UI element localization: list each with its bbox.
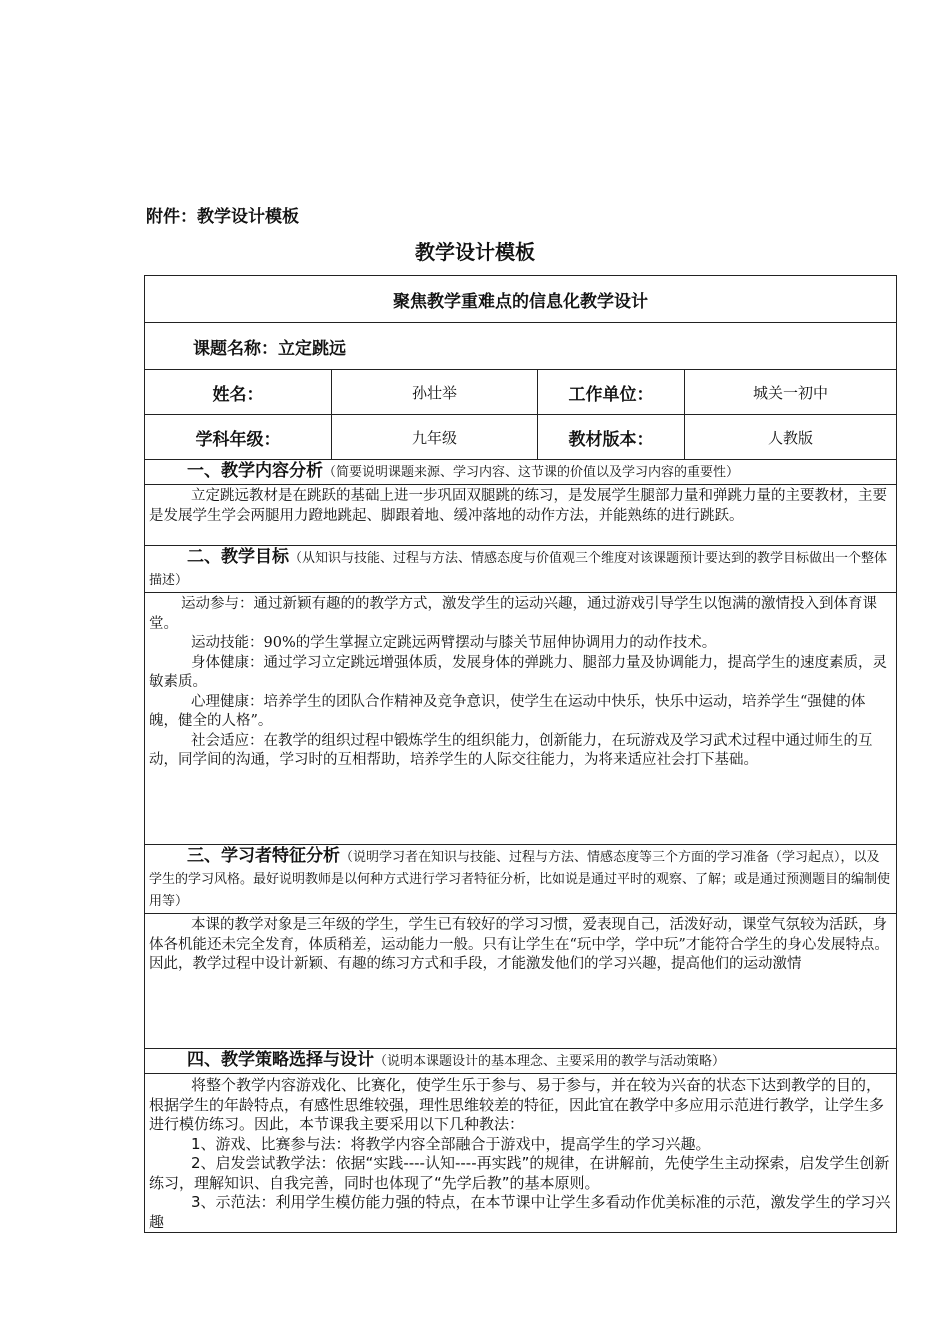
- course-row: [145, 323, 897, 370]
- name-label: 姓名：: [145, 370, 332, 415]
- section-2-paragraph: 身体健康：通过学习立定跳远增强体质，发展身体的弹跳力、腿部力量及协调能力，提高学生的速度素质，灵敏素质。: [149, 654, 887, 690]
- document-title: 教学设计模板: [415, 240, 535, 264]
- edition-value: 人教版: [685, 415, 897, 460]
- section-2-heading: 二、教学目标: [187, 547, 289, 567]
- grade-value: 九年级: [332, 415, 538, 460]
- section-3-note: （说明学习者在知识与技能、过程与方法、情感态度等三个方面的学习准备（学习起点），以及学生的学习风格。最好说明教师是以何种方式进行学习者特征分析，比如说是通过平时的观察、了解；或是通过预测题目的编制使用等）: [149, 850, 891, 909]
- section-3-heading: 三、学习者特征分析: [187, 846, 340, 866]
- section-4-body: [145, 1074, 897, 1233]
- section-2-header: [145, 546, 897, 593]
- name-value: 孙壮举: [332, 370, 538, 415]
- section-3-paragraph: 本课的教学对象是三年级的学生，学生已有较好的学习习惯，爱表现自己，活泼好动，课堂气氛较为活跃，身体各机能还未完全发育，体质稍差，运动能力一般。只有让学生在“玩中学，学中玩”才能符合学生的身心发展特点。因此，教学过程中设计新颖、有趣的练习方式和手段，才能激发他们的学习兴趣，提高他们的运动激情: [149, 917, 889, 972]
- section-1-heading: 一、教学内容分析: [187, 461, 323, 481]
- section-2-body: [145, 593, 897, 845]
- section-4-paragraph: 将整个教学内容游戏化、比赛化，使学生乐于参与、易于参与，并在较为兴奋的状态下达到教学的目的，根据学生的年龄特点，有感性思维较强，理性思维较差的特征，因此宜在教学中多应用示范进行教学，让学生多进行模仿练习。因此，本节课我主要采用以下几种教法：: [149, 1076, 885, 1133]
- section-4-note: （说明本课题设计的基本理念、主要采用的教学与活动策略）: [374, 1054, 726, 1069]
- edition-label: 教材版本：: [538, 415, 685, 460]
- section-3-header: [145, 845, 897, 914]
- section-2-paragraph: 心理健康：培养学生的团队合作精神及竞争意识，使学生在运动中快乐，快乐中运动，培养学生“强健的体魄，健全的人格”。: [149, 693, 866, 729]
- section-1-header: [145, 460, 897, 485]
- unit-value: 城关一初中: [685, 370, 897, 415]
- table-banner: 聚焦教学重难点的信息化教学设计: [145, 276, 897, 323]
- section-1-paragraph: 立定跳远教材是在跳跃的基础上进一步巩固双腿跳的练习，是发展学生腿部力量和弹跳力量的主要教材，主要是发展学生学会两腿用力蹬地跳起、脚跟着地、缓冲落地的动作方法，并能熟练的进行跳跃。: [149, 488, 887, 524]
- section-3-body: [145, 914, 897, 1049]
- section-4-paragraph: 2、启发尝试教学法：依据“实践----认知----再实践”的规律，在讲解前，先使学生主动探索，启发学生创新练习，理解知识、自我完善，同时也体现了“先学后教”的基本原则。: [149, 1154, 890, 1192]
- section-2-paragraph: 运动参与：通过新颖有趣的的教学方式，激发学生的运动兴趣，通过游戏引导学生以饱满的激情投入到体育课堂。: [149, 596, 877, 632]
- unit-label: 工作单位：: [538, 370, 685, 415]
- course-value: 立定跳远: [278, 338, 346, 359]
- grade-label: 学科年级：: [145, 415, 332, 460]
- section-4-paragraph: 3、示范法：利用学生模仿能力强的特点，在本节课中让学生多看动作优美标准的示范，激发学生的学习兴趣: [149, 1193, 891, 1231]
- section-1-note: （简要说明课题来源、学习内容、这节课的价值以及学习内容的重要性）: [323, 465, 740, 480]
- section-4-header: [145, 1049, 897, 1074]
- section-2-paragraph: 运动技能：90%的学生掌握立定跳远两臂摆动与膝关节屈伸协调用力的动作技术。: [191, 635, 717, 651]
- section-2-note: （从知识与技能、过程与方法、情感态度与价值观三个维度对该课题预计要达到的教学目标做出一个整体描述）: [149, 551, 888, 588]
- section-1-body: [145, 485, 897, 546]
- section-4-paragraph: 1、游戏、比赛参与法：将教学内容全部融合于游戏中，提高学生的学习兴趣。: [191, 1134, 711, 1153]
- section-4-heading: 四、教学策略选择与设计: [187, 1050, 374, 1070]
- lesson-design-table: [144, 275, 897, 1233]
- attachment-label: 附件：教学设计模板: [146, 207, 299, 227]
- course-label: 课题名称：: [193, 338, 278, 359]
- section-2-paragraph: 社会适应：在教学的组织过程中锻炼学生的组织能力，创新能力，在玩游戏及学习武术过程中通过师生的互动，同学间的沟通，学习时的互相帮助，培养学生的人际交往能力，为将来适应社会打下基础。: [149, 732, 873, 768]
